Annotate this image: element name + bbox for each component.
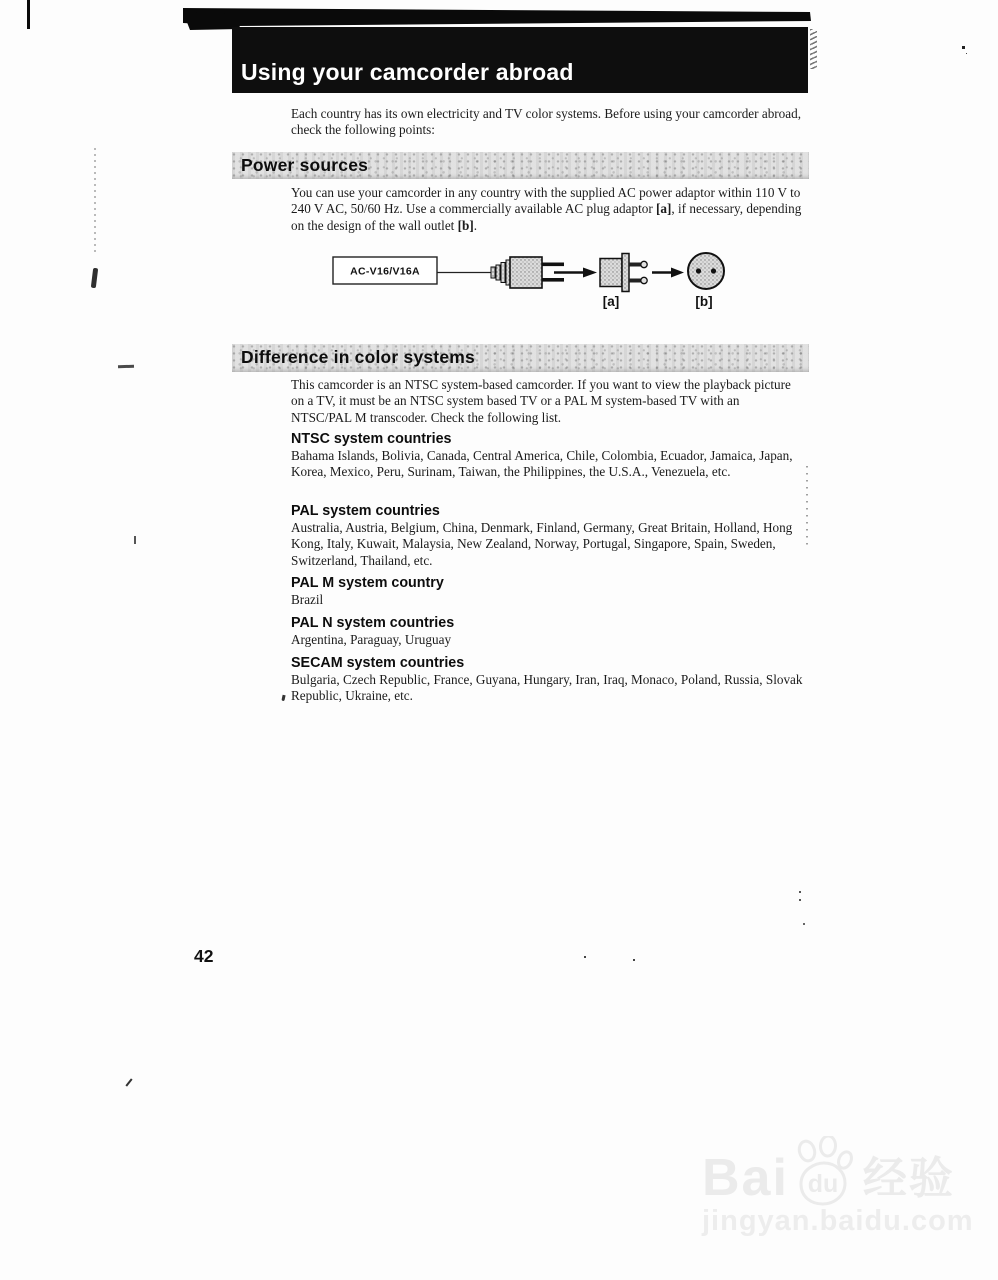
page-title: Using your camcorder abroad [241, 59, 574, 85]
group-heading: PAL M system country [291, 575, 444, 591]
watermark-brand-cn: 经验 [862, 1154, 955, 1203]
baidu-jingyan-watermark [702, 1136, 994, 1237]
wall-outlet-b [688, 253, 724, 289]
group-heading: SECAM system countries [291, 655, 465, 671]
section-heading: Difference in color systems [241, 347, 475, 367]
scan-artifact [799, 891, 801, 893]
page-number: 42 [194, 946, 214, 966]
diagram-label-a: [a] [602, 294, 620, 309]
paw-print-icon [787, 1136, 857, 1210]
color-systems-paragraph: This camcorder is an NTSC system-based camcorder. If you want to view the playback picture on a TV, it must be an NTSC system based TV or a PAL M system-based TV with an NTSC/PAL M transcoder. Check the following list. [291, 377, 791, 425]
ref-a: [a] [656, 201, 672, 217]
group-countries: Argentina, Paraguay, Uruguay [291, 632, 452, 647]
group-countries: Brazil [291, 592, 324, 607]
watermark-brand-bai: Bai [702, 1149, 789, 1207]
group-countries: Bahama Islands, Bolivia, Canada, Central America, Chile, Colombia, Ecuador, Jamaica, Japan, Korea, Mexico, Peru, Surinam, Taiwan, the Philippines, the U.S.A., Venezuela, etc. [291, 448, 793, 480]
power-text: . [473, 217, 478, 233]
scan-artifact [134, 536, 136, 544]
scan-artifact [806, 466, 808, 546]
group-heading: PAL N system countries [291, 615, 455, 631]
country-group-pal-m [291, 575, 803, 608]
country-group-secam [291, 655, 803, 705]
plug-strain-relief [491, 260, 510, 285]
group-heading: NTSC system countries [291, 431, 452, 447]
power-text: , if necessary, depending on the design of the wall outlet [291, 201, 802, 233]
arrow-icon [554, 268, 597, 278]
group-countries: Australia, Austria, Belgium, China, Denmark, Finland, Germany, Great Britain, Holland, Hong Kong, Italy, Kuwait, Malaysia, New Zealand, Norway, Portugal, Singapore, Spain, Sweden, Switzerland, Thailand, etc. [291, 520, 793, 568]
diagram-label-b: [b] [695, 294, 713, 309]
us-plug-body [510, 257, 542, 288]
scan-artifact [94, 148, 96, 252]
us-plug-prong [542, 278, 564, 282]
group-heading: PAL system countries [291, 503, 440, 519]
section-band-power-sources [232, 152, 809, 179]
us-plug-prong [542, 263, 564, 267]
power-text: You can use your camcorder in any country with the supplied AC power adaptor within 110 V to 240 V AC, 50/60 Hz. Use a commercially available AC plug adaptor [291, 185, 801, 217]
watermark-brand-du: du [807, 1170, 839, 1198]
scan-artifact [91, 268, 98, 288]
section-band-color-systems [232, 344, 809, 372]
group-countries: Bulgaria, Czech Republic, France, Guyana, Hungary, Iran, Iraq, Monaco, Poland, Russia, Slovak Republic, Ukraine, etc. [291, 672, 803, 704]
scan-artifact [281, 695, 285, 701]
country-group-ntsc [291, 431, 803, 481]
scan-artifact [118, 365, 134, 368]
scan-artifact [584, 956, 586, 958]
power-plug-diagram [300, 247, 730, 311]
section-heading: Power sources [241, 155, 369, 175]
chapter-title-bar [232, 27, 808, 93]
country-group-pal [291, 503, 803, 569]
country-group-pal-n [291, 615, 803, 648]
watermark-url: jingyan.baidu.com [702, 1205, 974, 1237]
watermark-brand-row [702, 1136, 994, 1207]
scan-artifact [125, 1078, 132, 1086]
plug-adaptor-a [600, 254, 647, 292]
intro-paragraph: Each country has its own electricity and TV color systems. Before using your camcorder abroad, check the following points: [291, 106, 802, 138]
ref-b: [b] [457, 217, 474, 233]
ac-adaptor-label: AC-V16/V16A [350, 265, 420, 278]
power-sources-paragraph [291, 185, 803, 234]
arrow-icon [652, 268, 684, 278]
scan-artifact [962, 46, 965, 49]
